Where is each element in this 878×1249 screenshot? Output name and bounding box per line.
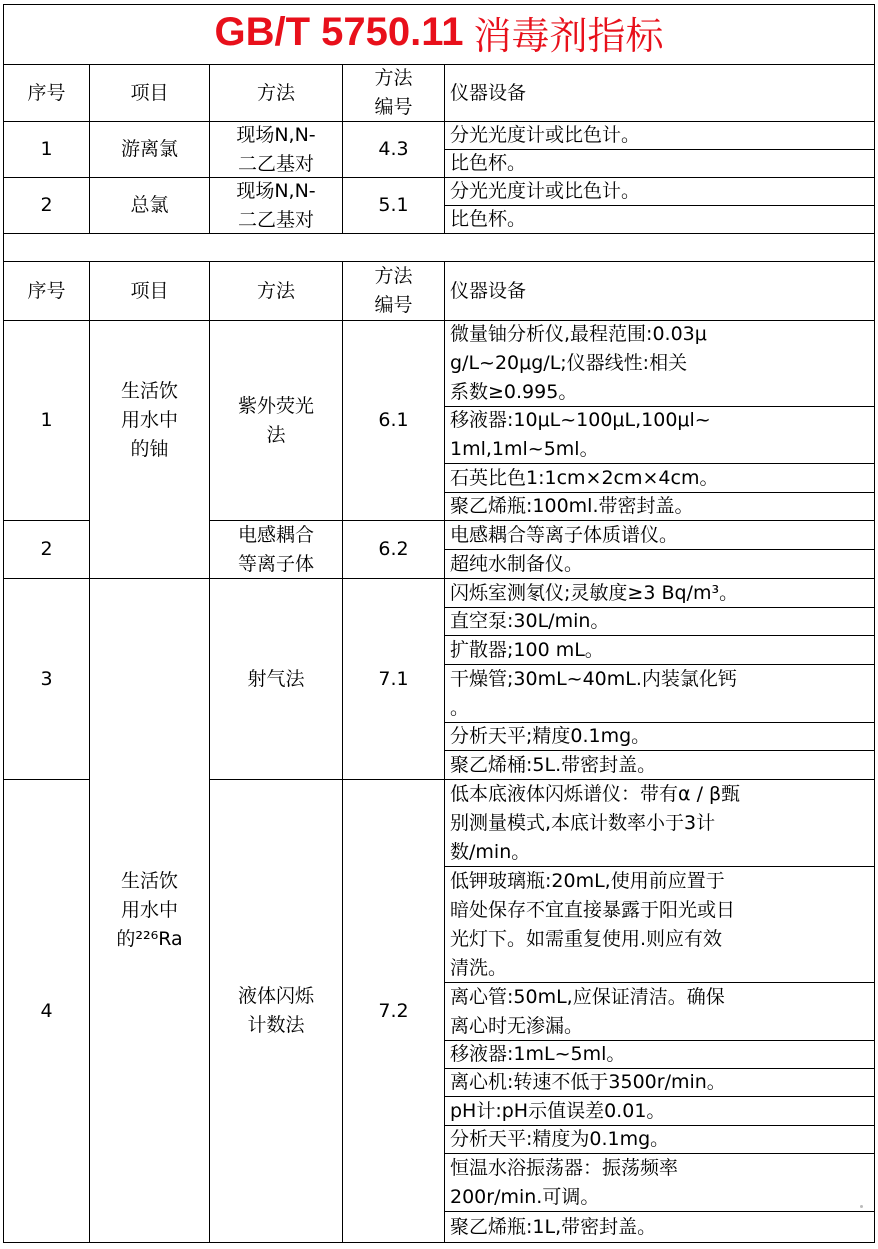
row-equipment: 恒温水浴振荡器：振荡频率 200r/min.可调。 xyxy=(450,1156,679,1208)
grid-line-h xyxy=(3,1242,875,1243)
row-equipment: 聚乙烯瓶:100ml.带密封盖。 xyxy=(450,495,694,517)
row-equipment: 分析天平:精度为0.1mg。 xyxy=(450,1128,670,1150)
grid-line-h xyxy=(3,4,875,5)
standard-code: GB/T 5750.11 xyxy=(214,9,464,54)
header-no: 序号 xyxy=(27,279,66,302)
header-equipment: 仪器设备 xyxy=(450,279,527,302)
group-item: 生活饮 用水中 的²²⁶Ra xyxy=(116,870,183,950)
row-equipment: 扩散器;100 mL。 xyxy=(450,638,604,661)
row-method-no: 6.2 xyxy=(378,538,409,560)
header-method: 方法 xyxy=(256,279,295,302)
row-method: 液体闪烁 计数法 xyxy=(237,985,314,1036)
row-equipment: 比色杯。 xyxy=(450,152,527,174)
row-method: 现场N,N- 二乙基对 xyxy=(236,179,316,231)
row-no: 4 xyxy=(40,999,53,1022)
row-item: 游离氯 xyxy=(120,138,178,160)
row-equipment: 分光光度计或比色计。 xyxy=(450,180,641,202)
header-no: 序号 xyxy=(27,81,66,104)
row-method-no: 7.2 xyxy=(378,999,409,1022)
row-method: 射气法 xyxy=(247,667,305,690)
row-equipment: 聚乙烯瓶:1L,带密封盖。 xyxy=(450,1215,657,1238)
row-method-no: 4.3 xyxy=(378,138,409,160)
row-equipment: 超纯水制备仪。 xyxy=(450,552,584,575)
row-equipment: 分光光度计或比色计。 xyxy=(450,124,641,146)
group-item: 生活饮 用水中 的铀 xyxy=(120,380,178,460)
row-no: 2 xyxy=(40,538,53,560)
header-item: 项目 xyxy=(130,81,169,104)
grid-line-h xyxy=(3,233,875,234)
row-equipment: 微量铀分析仪,最程范围:0.03μ g/L~20μg/L;仪器线性:相关 系数≥0.995。 xyxy=(450,323,707,403)
row-no: 3 xyxy=(40,667,53,690)
row-equipment: 石英比色1:1cm×2cm×4cm。 xyxy=(450,466,719,489)
row-equipment: 电感耦合等离子体质谱仪。 xyxy=(450,523,679,546)
row-no: 1 xyxy=(40,409,53,431)
row-equipment: 直空泵:30L/min。 xyxy=(450,610,610,632)
row-no: 2 xyxy=(40,194,53,216)
row-method: 紫外荧光 法 xyxy=(237,394,314,446)
row-method: 现场N,N- 二乙基对 xyxy=(236,123,316,175)
row-no: 1 xyxy=(40,138,53,160)
header-method-no: 方法 编号 xyxy=(374,265,413,316)
row-method-no: 6.1 xyxy=(378,409,409,431)
row-equipment: 干燥管;30mL~40mL.内装氯化钙 。 xyxy=(450,667,737,719)
row-equipment: 分析天平;精度0.1mg。 xyxy=(450,725,651,747)
row-method-no: 5.1 xyxy=(378,194,409,216)
standard-name: 消毒剂指标 xyxy=(473,13,664,58)
row-equipment: 闪烁室测氡仪;灵敏度≥3 Bq/m³。 xyxy=(450,581,739,604)
header-method-no: 方法 编号 xyxy=(374,67,413,118)
decorative-dot xyxy=(860,1205,863,1208)
row-method: 电感耦合 等离子体 xyxy=(237,523,314,575)
row-equipment: pH计:pH示值误差0.01。 xyxy=(450,1099,666,1122)
row-equipment: 移液器:1mL~5ml。 xyxy=(450,1043,626,1065)
grid-line-v xyxy=(874,4,875,1242)
row-equipment: 聚乙烯桶:5L.带密封盖。 xyxy=(450,753,657,776)
header-item: 项目 xyxy=(130,279,169,302)
row-equipment: 离心机:转速不低于3500r/min。 xyxy=(450,1071,726,1093)
row-equipment: 移液器:10μL~100μL,100μl~ 1ml,1ml~5ml。 xyxy=(450,409,711,460)
row-method-no: 7.1 xyxy=(378,667,409,690)
header-equipment: 仪器设备 xyxy=(450,81,527,104)
document-title xyxy=(0,0,878,64)
row-item: 总氯 xyxy=(130,194,169,216)
row-equipment: 低钾玻璃瓶:20mL,使用前应置于 暗处保存不宜直接暴露于阳光或日 光灯下。如需重复使用.则应有效 清洗。 xyxy=(450,869,736,979)
row-equipment: 比色杯。 xyxy=(450,208,527,230)
header-method: 方法 xyxy=(256,81,295,104)
row-equipment: 低本底液体闪烁谱仪：带有α / β甄 别测量模式,本底计数率小于3计 数/min。 xyxy=(450,782,741,863)
row-equipment: 离心管:50mL,应保证清洁。确保 离心时无渗漏。 xyxy=(450,985,725,1037)
